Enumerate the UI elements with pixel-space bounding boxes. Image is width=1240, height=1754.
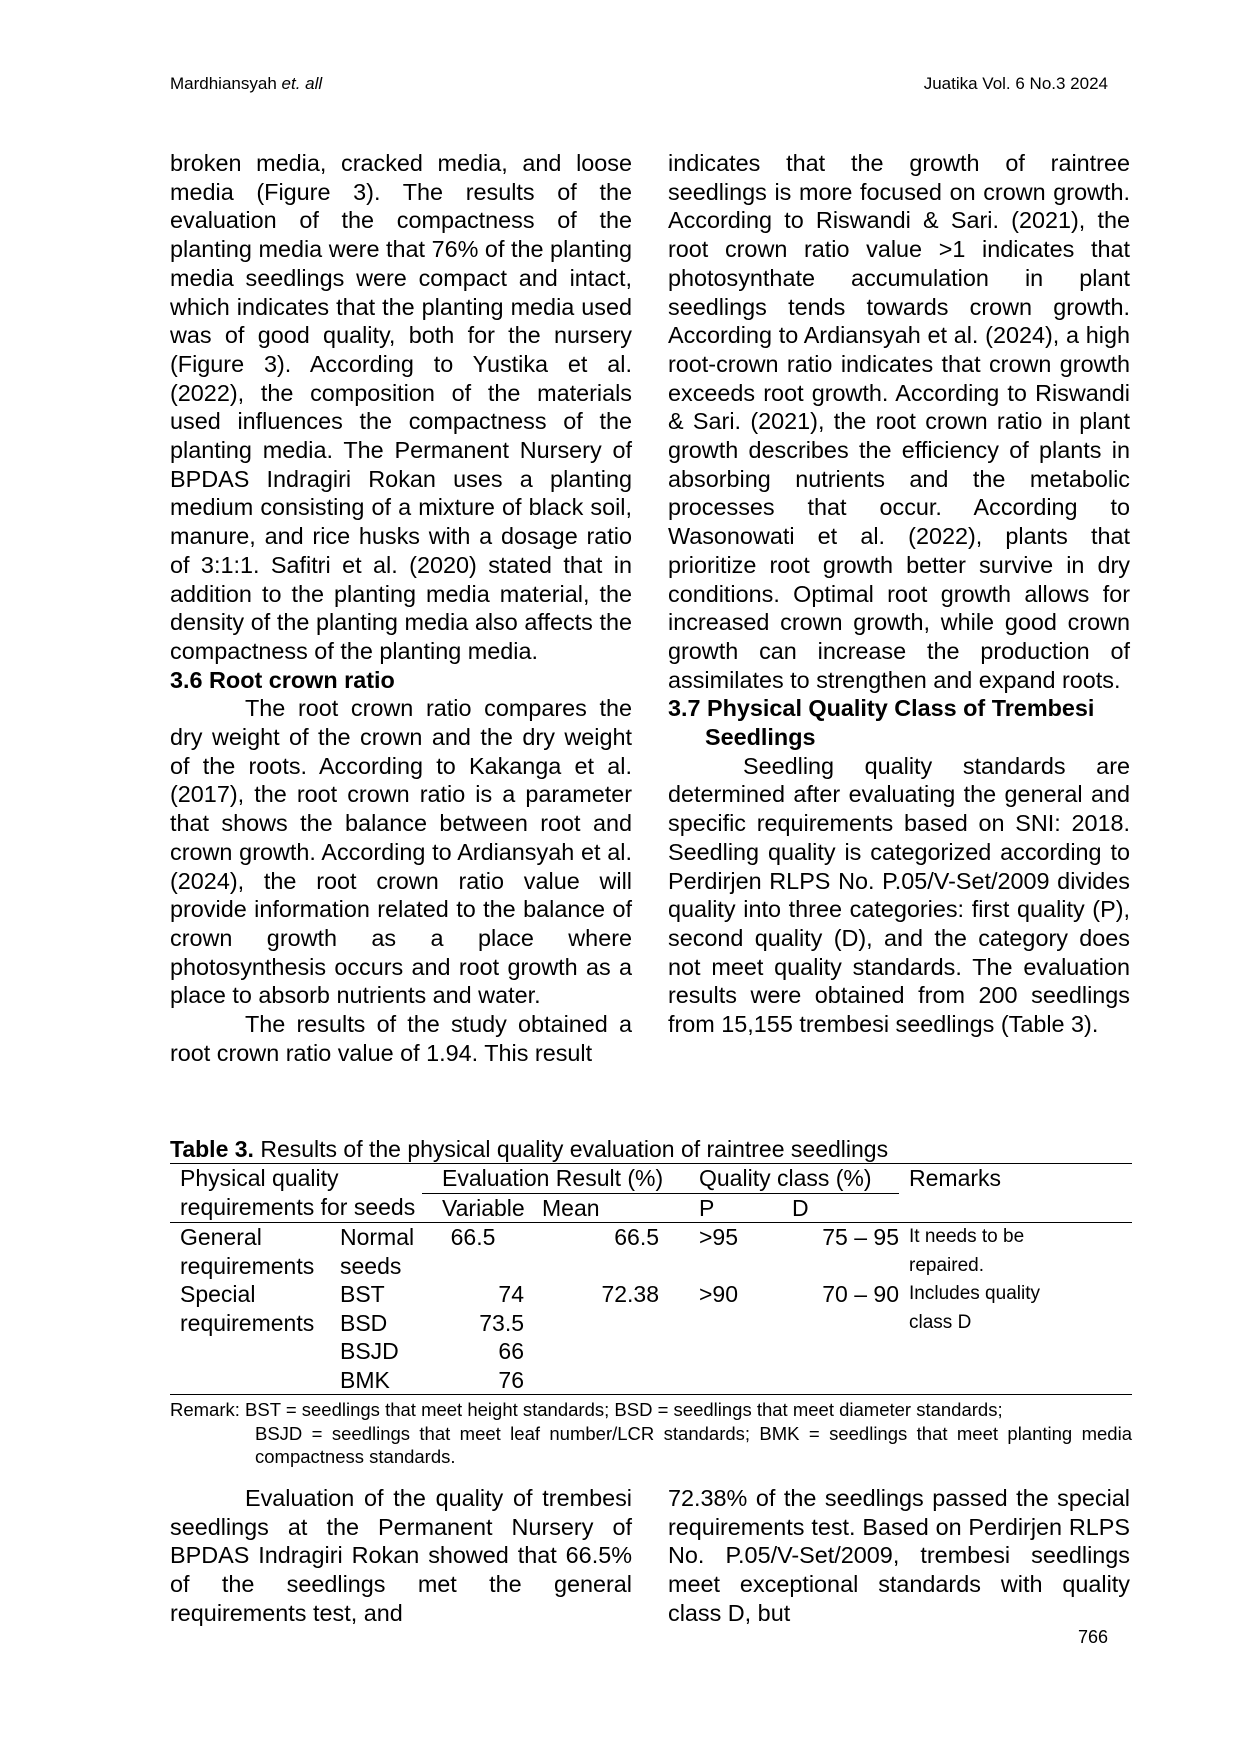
blank-cell [422,1252,524,1281]
header-variable: Variable [442,1194,525,1221]
blank-cell [524,1366,679,1395]
general-label: General [180,1224,262,1250]
table-row-general-2 [170,1252,1132,1281]
normal-label: Normal [340,1224,415,1250]
blank-cell [679,1252,774,1281]
table-caption-label: Table 3. [170,1136,254,1162]
table-remark [170,1398,1132,1469]
table-row-special-2 [170,1309,1132,1338]
special-mean: 72.38 [601,1281,659,1307]
blank-cell [774,1252,899,1281]
bmk-label: BMK [340,1366,390,1393]
results-table [170,1163,1132,1395]
bst-label: BST [340,1281,385,1307]
normal-label-2: seeds [340,1252,402,1279]
table-row-general-1 [170,1223,1132,1252]
blank-cell [524,1337,679,1366]
paragraph-special-test: 72.38% of the seedlings passed the special requirements test. Based on Perdirjen RLPS No. P.05/V-Set/2009, trembesi seedlings meet exceptional standards with quality class D, but [668,1485,1130,1626]
header-d: D [792,1194,809,1221]
general-remarks-1: It needs to be [909,1226,1025,1247]
header-evaluation-result: Evaluation Result (%) [422,1164,679,1194]
header-mean: Mean [542,1194,600,1221]
paragraph-results: The results of the study obtained a root crown ratio value of 1.94. This result [170,1011,632,1066]
header-requirements-for-seeds: requirements for seeds [180,1194,416,1220]
bsd-value: 73.5 [479,1309,524,1336]
general-label-2: requirements [180,1252,315,1279]
special-p: >90 [699,1281,739,1307]
running-header-author [170,74,322,94]
author-etal: et. all [281,74,323,93]
running-header-journal: Juatika Vol. 6 No.3 2024 [923,74,1108,93]
section-heading-3-7: 3.7 Physical Quality Class of Trembesi Seedlings [668,695,1095,751]
paragraph-quality-standards: Seedling quality standards are determined after evaluating the general and specific requirements based on SNI: 2018. Seedling quality is categorized according to Perdirjen RLPS No. P.05/V-Set/2009 divides quality into three categories: first quality (P), second quality (D), and the category does not meet quality standards. The evaluation results were obtained from 200 seedlings from 15,155 trembesi seedlings (Table 3). [668,752,1130,1038]
special-remarks-2: class D [909,1311,972,1333]
bsd-label: BSD [340,1309,388,1336]
table-caption [170,1135,888,1163]
blank-cell [679,1337,774,1366]
blank-cell [170,1337,340,1366]
table-caption-text: Results of the physical quality evaluation of raintree seedlings [253,1136,889,1162]
blank-cell [774,1366,899,1395]
bsjd-value: 66 [498,1338,524,1364]
table-row-special-1 [170,1280,1132,1309]
table-3 [170,1163,1132,1395]
general-p: >95 [699,1224,739,1250]
bsjd-label: BSJD [340,1338,399,1364]
paragraph-compactness: broken media, cracked media, and loose media (Figure 3). The results of the evaluation of the compactness of the planting media were that 76% of the planting media seedlings were compact and intact, which indicates that the planting media used was of good quality, both for the nursery (Figure 3). According to Yustika et al. (2022), the composition of the materials used influences the compactness of the planting media. The Permanent Nursery of BPDAS Indragiri Rokan uses a planting medium consisting of a mixture of black soil, manure, and rice husks with a dosage ratio of 3:1:1. Safitri et al. (2020) stated that in addition to the planting media material, the density of the planting media also affects the compactness of the planting media. [170,150,632,664]
header-p: P [699,1194,715,1221]
header-quality-class: Quality class (%) [679,1164,899,1194]
table-remark-line-1: Remark: BST = seedlings that meet height standards; BSD = seedlings that meet diameter standards; [170,1399,1003,1420]
general-d: 75 – 95 [822,1224,900,1250]
table-remark-line-2: BSJD = seedlings that meet leaf number/LCR standards; BMK = seedlings that meet planting media compactness standards. [255,1422,1132,1467]
table-row-bsjd [170,1337,1132,1366]
header-remarks-blank [899,1193,1132,1223]
section-heading-3-6: 3.6 Root crown ratio [170,666,395,693]
special-label: Special [180,1281,256,1307]
special-d: 70 – 90 [822,1281,900,1307]
blank-cell [524,1309,679,1338]
header-remarks: Remarks [909,1165,1002,1191]
table-header-row-2 [170,1193,1132,1223]
table-row-bmk [170,1366,1132,1395]
blank-cell [899,1366,1132,1395]
page-number: 766 [1077,1627,1108,1647]
bst-value: 74 [498,1281,524,1307]
general-mean: 66.5 [614,1224,659,1250]
blank-cell [774,1337,899,1366]
bmk-value: 76 [498,1366,524,1393]
general-variable: 66.5 [450,1224,496,1250]
special-remarks-1: Includes quality [909,1283,1040,1304]
bottom-right-column [668,1484,1130,1628]
table-header-row-1 [170,1164,1132,1194]
author-name: Mardhiansyah [170,74,282,93]
left-column [170,149,632,1068]
special-label-2: requirements [180,1309,315,1336]
general-remarks-2: repaired. [909,1254,985,1276]
paragraph-root-crown-ratio: The root crown ratio compares the dry weight of the crown and the dry weight of the roots. According to Kakanga et al. (2017), the root crown ratio is a parameter that shows the balance between root and crown growth. According to Ardiansyah et al. (2024), the root crown ratio value will provide information related to the balance of crown growth as a place where photosynthesis occurs and root growth as a place to absorb nutrients and water. [170,695,632,1009]
right-column [668,149,1130,1039]
paragraph-crown-growth: indicates that the growth of raintree seedlings is more focused on crown growth. According to Riswandi & Sari. (2021), the root crown ratio value >1 indicates that photosynthate accumulation in plant seedlings tends towards crown growth. According to Ardiansyah et al. (2024), a high root-crown ratio indicates that crown growth exceeds root growth. According to Riswandi & Sari. (2021), the root crown ratio in plant growth describes the efficiency of plants in absorbing nutrients and the metabolic processes that occur. According to Wasonowati et al. (2022), plants that prioritize root growth better survive in dry conditions. Optimal root growth allows for increased crown growth, while good crown growth can increase the production of assimilates to strengthen and expand roots. [668,150,1130,693]
blank-cell [899,1337,1132,1366]
bottom-left-column [170,1484,632,1628]
header-physical-quality: Physical quality [180,1165,339,1191]
blank-cell [524,1252,679,1281]
blank-cell [679,1309,774,1338]
blank-cell [170,1366,340,1395]
blank-cell [774,1309,899,1338]
blank-cell [679,1366,774,1395]
paragraph-evaluation: Evaluation of the quality of trembesi seedlings at the Permanent Nursery of BPDAS Indragiri Rokan showed that 66.5% of the seedlings met the general requirements test, and [170,1485,632,1626]
